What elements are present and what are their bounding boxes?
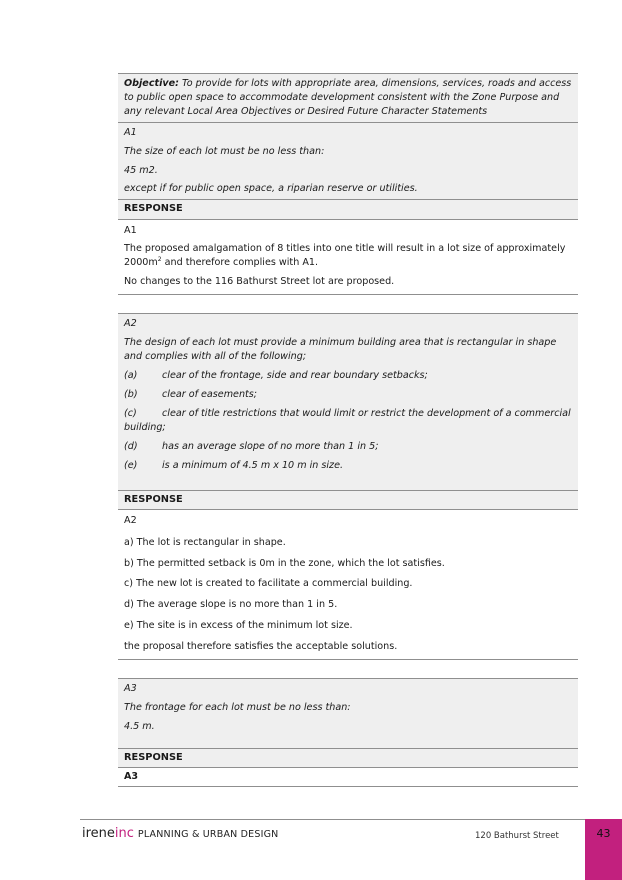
a2-criteria-block — [118, 313, 578, 489]
a1-response-paragraph: No changes to the 116 Bathurst Street lot are proposed. — [124, 276, 395, 288]
a2-item-text: clear of easements; — [162, 388, 258, 400]
a1-line: except if for public open space, a riparian reserve or utilities. — [124, 183, 418, 195]
a1-response-heading: A1 — [124, 224, 137, 236]
a2-response-line: a) The lot is rectangular in shape. — [124, 536, 286, 548]
brand-name: irene — [82, 826, 115, 841]
a3-response-heading: A3 — [124, 770, 139, 782]
objective-label: Objective: — [124, 78, 179, 89]
superscript: 2 — [157, 256, 162, 264]
a2-response-line: b) The permitted setback is 0m in the zone, which the lot satisfies. — [124, 557, 445, 569]
spacer — [118, 295, 578, 313]
a2-response-block — [118, 510, 578, 660]
a1-line: 45 m2. — [124, 164, 158, 176]
brand-name-accent: inc — [114, 826, 134, 841]
a1-criteria-block — [118, 122, 578, 200]
a2-response-line: c) The new lot is created to facilitate a commercial building. — [124, 578, 413, 590]
a3-line: 4.5 m. — [124, 720, 155, 732]
a2-item-tag: (d) — [124, 440, 138, 452]
a2-item — [124, 388, 572, 402]
a2-response-line: e) The site is in excess of the minimum lot size. — [124, 620, 353, 632]
a2-item — [124, 369, 572, 383]
a2-response-line: the proposal therefore satisfies the acceptable solutions. — [124, 641, 398, 653]
footer-address: 120 Bathurst Street — [475, 831, 559, 841]
a2-response-label: RESPONSE — [118, 490, 578, 510]
a2-item — [124, 440, 572, 454]
a2-item — [124, 407, 572, 435]
brand-tagline: PLANNING & URBAN DESIGN — [137, 829, 279, 840]
page-number: 43 — [585, 819, 622, 880]
a2-item-tag: (c) — [124, 407, 137, 419]
a2-item-tag: (e) — [124, 459, 138, 471]
objective-text: To provide for lots with appropriate area, dimensions, services, roads and access to public open space to accommodate development consistent with the Zone Purpose and any relevant Local Area Objectives or Desired Future Character Statements — [124, 78, 572, 117]
a1-heading: A1 — [124, 126, 137, 138]
a3-heading: A3 — [124, 683, 137, 695]
a2-response-heading: A2 — [124, 514, 137, 526]
a2-intro: The design of each lot must provide a minimum building area that is rectangular in shape and complies with all of the following; — [124, 337, 557, 363]
a2-item-text: clear of the frontage, side and rear boundary setbacks; — [162, 370, 428, 382]
a3-criteria-block — [118, 678, 578, 748]
spacer — [118, 660, 578, 678]
a2-item-tag: (b) — [124, 388, 138, 400]
a2-item-text: clear of title restrictions that would limit or restrict the development of a commercial building; — [124, 407, 571, 433]
brand-logo — [82, 826, 279, 841]
a1-response-paragraph — [124, 242, 572, 270]
a2-item-text: has an average slope of no more than 1 in 5; — [162, 440, 379, 452]
a1-response-label: RESPONSE — [118, 199, 578, 219]
a3-response-label: RESPONSE — [118, 748, 578, 768]
a1-response-text: The proposed amalgamation of 8 titles into one title will result in a lot size of approximately 2000m — [124, 243, 566, 269]
planning-assessment-table — [118, 73, 578, 787]
a1-response-block — [118, 220, 578, 296]
a2-heading: A2 — [124, 318, 137, 330]
a1-response-text: and therefore complies with A1. — [161, 257, 319, 269]
a3-response-block — [118, 768, 578, 787]
a3-line: The frontage for each lot must be no less than: — [124, 701, 351, 713]
footer-divider — [80, 819, 585, 820]
page-footer — [0, 818, 622, 880]
a2-item-tag: (a) — [124, 370, 138, 382]
objective-block — [118, 73, 578, 122]
a1-line: The size of each lot must be no less than: — [124, 145, 325, 157]
a2-response-line: d) The average slope is no more than 1 in 5. — [124, 599, 338, 611]
a2-item-text: is a minimum of 4.5 m x 10 m in size. — [162, 459, 344, 471]
a2-item — [124, 459, 572, 473]
